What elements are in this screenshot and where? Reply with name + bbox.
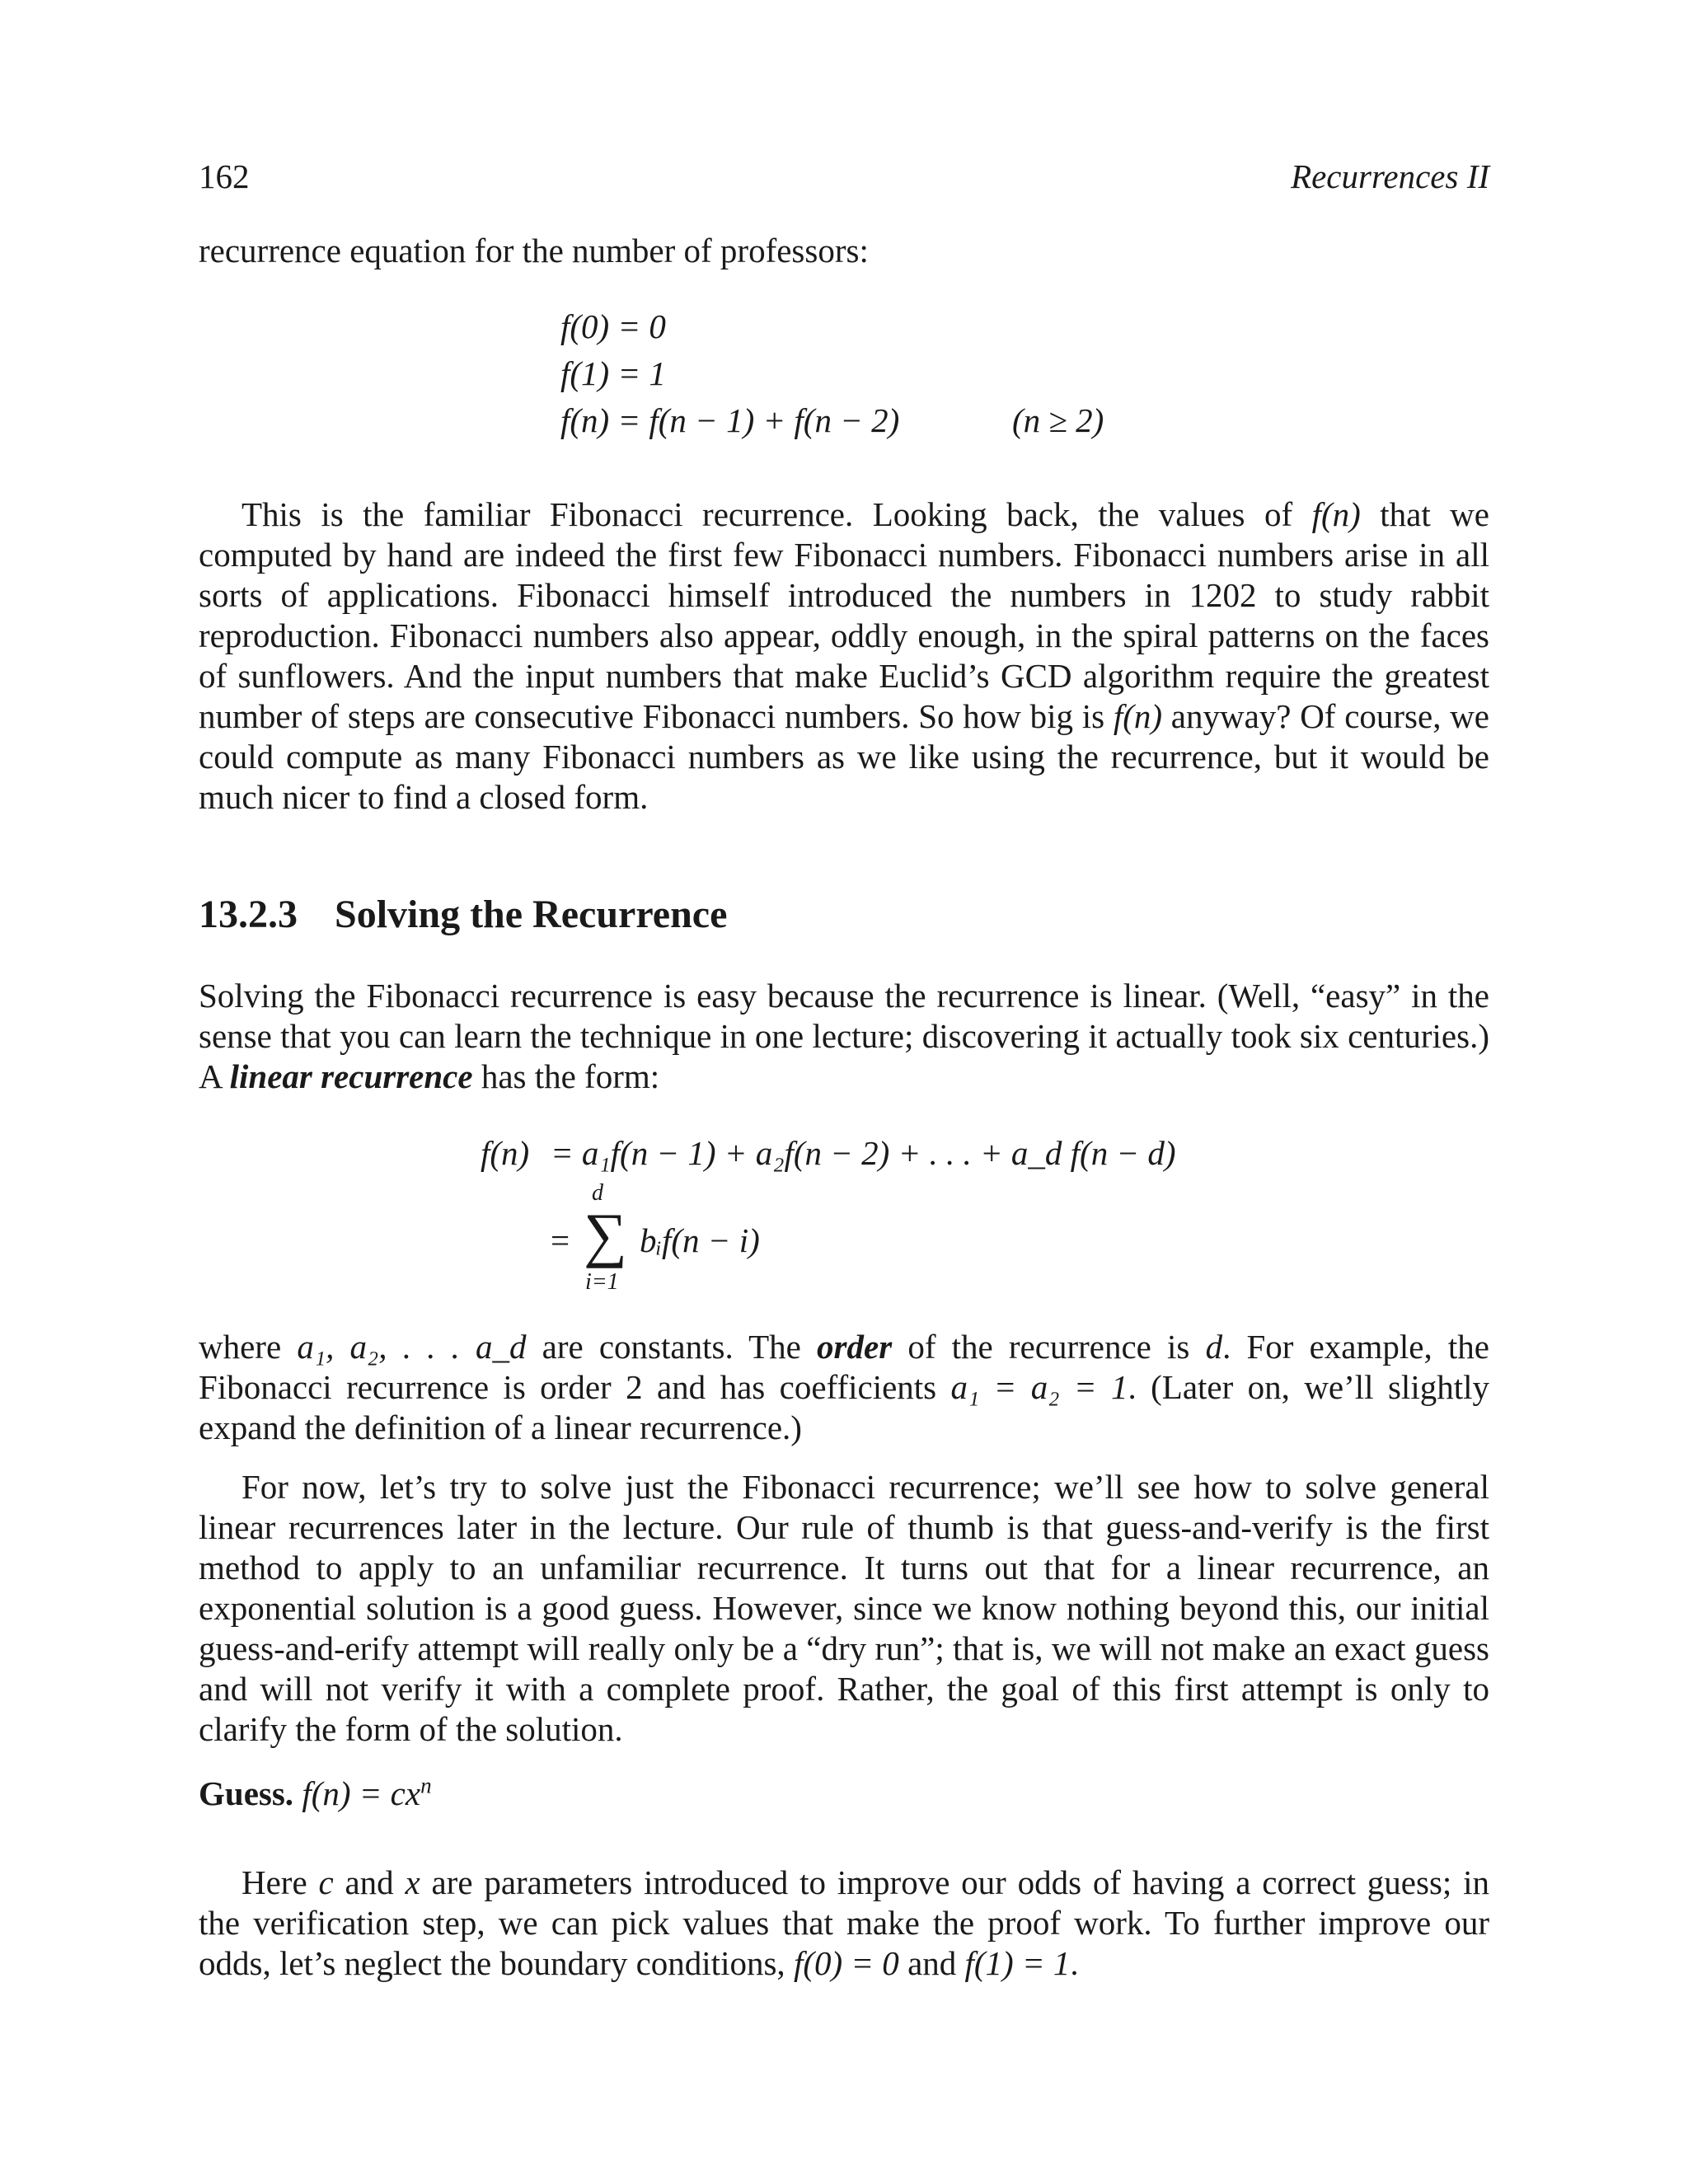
para5-math-3: f(0) = 0 <box>793 1944 899 1982</box>
para3-text-c: of the recurrence is <box>892 1328 1206 1366</box>
sigma-symbol: ∑ <box>584 1202 627 1269</box>
para5-text-d: and <box>898 1944 965 1982</box>
fib-eq-line-1: f(0) = 0 <box>560 307 666 345</box>
running-title: Recurrences II <box>1291 157 1489 195</box>
paragraph-guess-and-verify: For now, let’s try to solve just the Fibonacci recurrence; we’ll see how to solve general linear recurrences later in the lecture. Our rule of thumb is that guess-and-verify is the first method to apply to an unfamiliar recurrence. It turns out that for a linear recurrence, an exponential solution is a good guess. However, since we know nothing beyond this, our initial guess-and-erify attempt will really only be a “dry run”; that is, we will not make an exact guess and will not verify it with a complete proof. Rather, the goal of this first attempt is only to clarify the form of the solution. <box>199 1468 1489 1748</box>
para3-math-1: a₁, a₂, . . . a_d <box>297 1328 527 1366</box>
para5-text-c: are parameters introduced to improve our odds of having a correct guess; in the verification step, we can pick values that make the proof work. To further improve our odds, let’s neglect the boundary conditions, <box>199 1863 1489 1982</box>
intro-line: recurrence equation for the number of professors: <box>199 232 869 269</box>
term-linear-recurrence: linear recurrence <box>229 1057 473 1095</box>
para3-text-e: . (Later on, we’ll slightly expand the definition of a linear recurrence.) <box>199 1368 1489 1446</box>
guess-line <box>199 1774 1489 1814</box>
para1-text-c: anyway? Of course, we could compute as many Fibonacci numbers as we like using the recurrence, but it would be much nicer to find a closed form. <box>199 697 1489 816</box>
para3-text-b: are constants. The <box>526 1328 818 1366</box>
linear-eq-lhs: f(n) <box>481 1134 530 1172</box>
para5-math-1: c <box>318 1863 334 1901</box>
linear-eq-rhs: = a₁f(n − 1) + a₂f(n − 2) + . . . + a_d f(n − d) <box>551 1134 1176 1172</box>
guess-label: Guess. <box>199 1774 294 1812</box>
paragraph-order <box>199 1327 1489 1448</box>
para2-text-b: has the form: <box>472 1057 660 1095</box>
sum-body: bᵢf(n − i) <box>640 1221 760 1259</box>
para1-text-a: This is the familiar Fibonacci recurrence. Looking back, the values of <box>241 495 1312 533</box>
para1-math-2: f(n) <box>1113 697 1163 735</box>
para5-math-4: f(1) = 1 <box>964 1944 1071 1982</box>
para5-text-a: Here <box>241 1863 319 1901</box>
para3-math-2: d <box>1205 1328 1223 1366</box>
para3-text-a: where <box>199 1328 298 1366</box>
para3-math-3: a₁ = a₂ = 1 <box>950 1368 1128 1406</box>
para5-math-2: x <box>405 1863 420 1901</box>
para3-text-d: . For example, the Fibonacci recurrence is order 2 and has coefficients <box>199 1328 1489 1406</box>
para2-text-a: Solving the Fibonacci recurrence is easy because the recurrence is linear. (Well, “easy” in the sense that you can learn the technique in one lecture; discovering it actually took six centuries.) A <box>199 977 1489 1095</box>
section-title: Solving the Recurrence <box>335 893 728 936</box>
section-number: 13.2.3 <box>199 893 298 936</box>
sum-upper-limit: d <box>592 1180 603 1206</box>
guess-formula-base: f(n) = cx <box>302 1774 421 1812</box>
para1-math-1: f(n) <box>1311 495 1361 533</box>
fib-eq-line-3: f(n) = f(n − 1) + f(n − 2) <box>560 401 900 439</box>
guess-formula-exponent: n <box>420 1773 432 1798</box>
para1-text-b: that we computed by hand are indeed the first few Fibonacci numbers. Fibonacci numbers arise in all sorts of applications. Fibonacci himself introduced the numbers in 1202 to study rabbit reproduction. Fibonacci numbers also appear, oddly enough, in the spiral patterns on the faces of sunflowers. And the input numbers that make Euclid’s GCD algorithm require the greatest number of steps are consecutive Fibonacci numbers. So how big is <box>199 495 1489 735</box>
fib-eq-line-2: f(1) = 1 <box>560 354 666 392</box>
para5-text-e: . <box>1070 1944 1079 1982</box>
fib-eq-condition: (n ≥ 2) <box>1012 401 1104 439</box>
sum-lower-limit: i=1 <box>585 1269 619 1295</box>
sum-equals: = <box>551 1221 570 1259</box>
term-order: order <box>817 1328 893 1366</box>
paragraph-parameters <box>199 1863 1489 1984</box>
page-number: 162 <box>199 157 250 195</box>
guess-formula <box>302 1774 431 1812</box>
para5-text-b: and <box>333 1863 406 1901</box>
